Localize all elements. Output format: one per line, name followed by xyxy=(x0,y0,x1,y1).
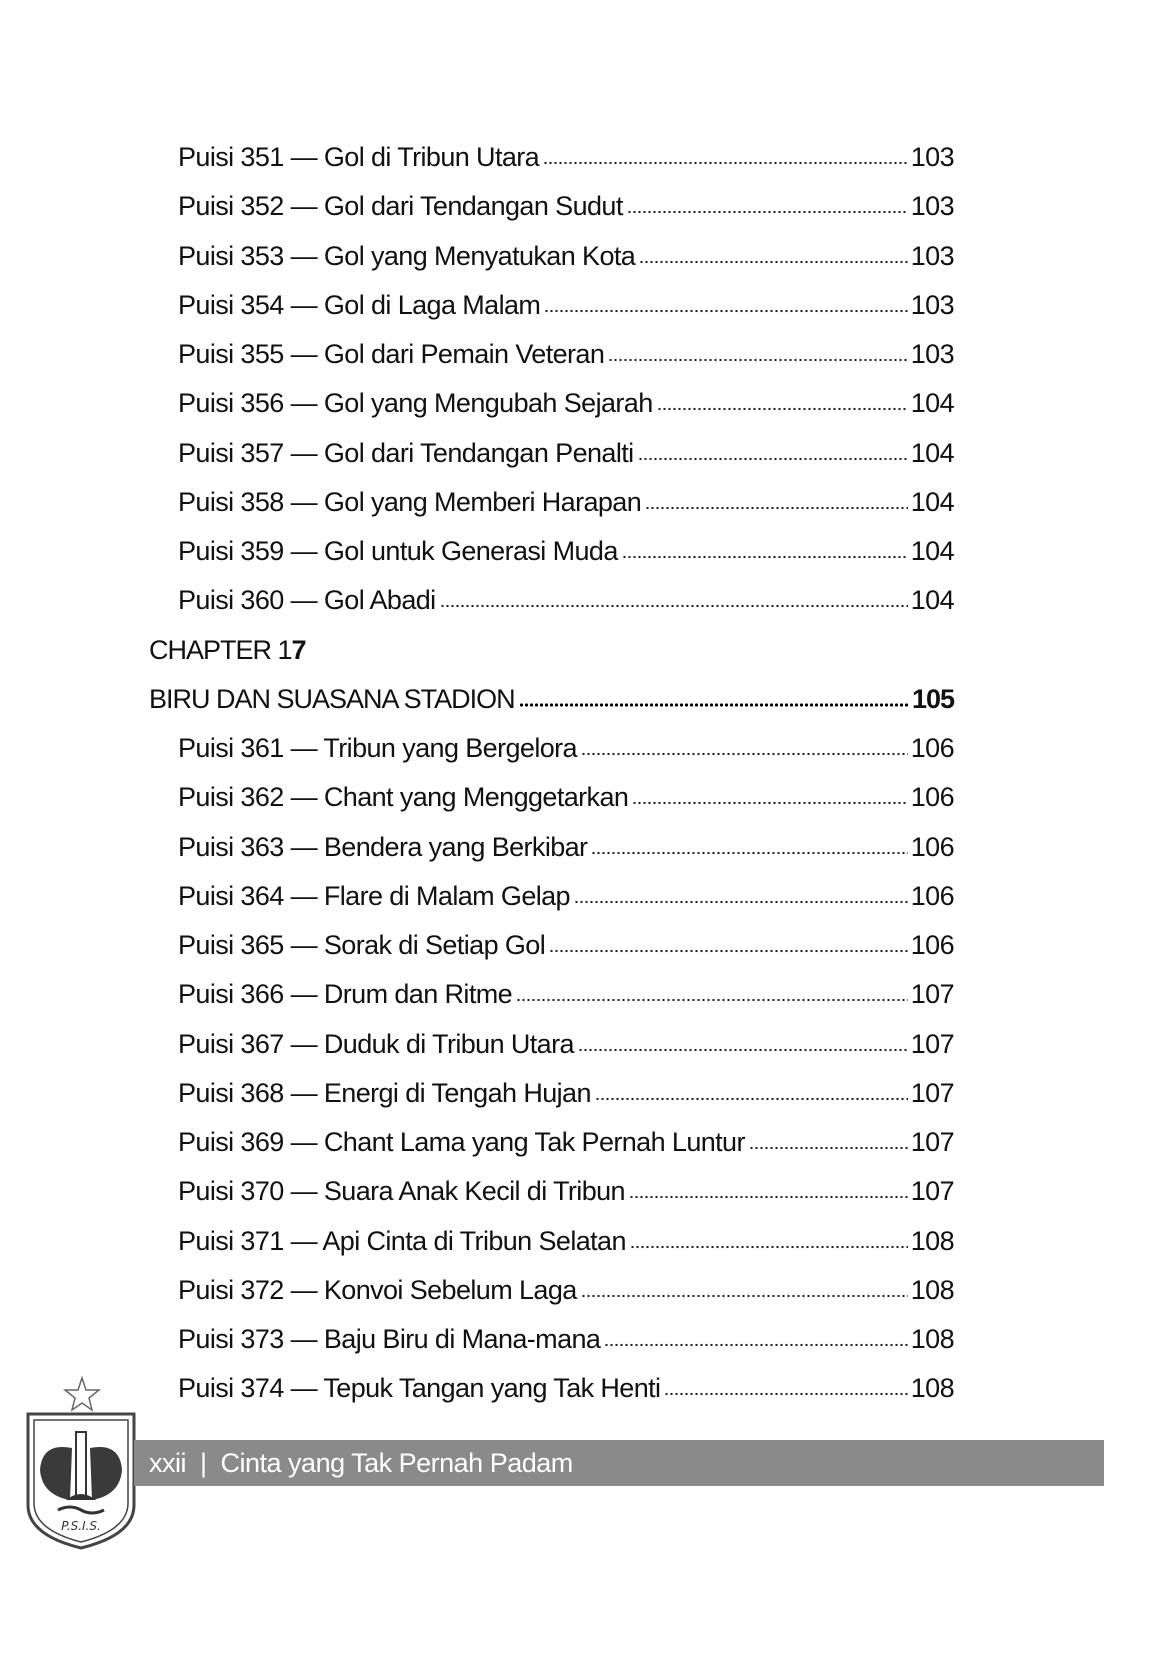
entry-page: 106 xyxy=(910,733,954,763)
entry-title: Puisi 352 — Gol dari Tendangan Sudut xyxy=(178,191,623,222)
toc-entry[interactable] xyxy=(149,1029,954,1078)
dot-leader xyxy=(591,851,907,855)
dot-leader xyxy=(574,900,908,904)
dot-leader xyxy=(543,161,908,165)
entry-page: 108 xyxy=(910,1274,954,1305)
dot-leader xyxy=(749,1146,908,1150)
toc-entry[interactable] xyxy=(149,536,954,585)
star-icon xyxy=(65,1378,99,1410)
dot-leader xyxy=(595,1097,908,1101)
toc-entry[interactable] xyxy=(149,832,954,881)
dot-leader xyxy=(604,1343,907,1347)
entry-page: 108 xyxy=(910,1373,954,1404)
entry-page: 107 xyxy=(910,1176,954,1207)
entry-page: 103 xyxy=(910,142,954,172)
entry-title: Puisi 357 — Gol dari Tendangan Penalti xyxy=(178,437,634,468)
book-title: Cinta yang Tak Pernah Padam xyxy=(220,1447,573,1478)
entry-page: 104 xyxy=(910,585,954,616)
toc-entry[interactable] xyxy=(149,1226,954,1275)
dot-leader xyxy=(608,358,908,362)
toc-entry[interactable] xyxy=(149,1078,954,1127)
entry-title: Puisi 361 — Tribun yang Bergelora xyxy=(178,733,577,763)
dot-leader xyxy=(622,555,908,559)
entry-title: Puisi 356 — Gol yang Mengubah Sejarah xyxy=(178,388,653,419)
entry-page: 103 xyxy=(910,289,954,320)
entry-page: 106 xyxy=(910,880,954,911)
entry-title: Puisi 365 — Sorak di Setiap Gol xyxy=(178,930,546,960)
dot-leader xyxy=(639,260,908,264)
entry-title: Puisi 362 — Chant yang Menggetarkan xyxy=(178,782,629,813)
entry-page: 103 xyxy=(910,191,954,222)
chapter-label-text: CHAPTER 1 xyxy=(149,634,292,665)
entry-page: 104 xyxy=(910,388,954,419)
dot-leader xyxy=(519,703,909,707)
dot-leader xyxy=(645,506,908,510)
toc-entry[interactable] xyxy=(149,585,954,634)
dot-leader xyxy=(630,1245,908,1249)
toc-entry[interactable] xyxy=(149,191,954,240)
chapter-title: BIRU DAN SUASANA STADION xyxy=(149,683,515,714)
entry-title: Puisi 358 — Gol yang Memberi Harapan xyxy=(178,486,642,517)
entry-title: Puisi 355 — Gol dari Pemain Veteran xyxy=(178,339,605,369)
toc-entry[interactable] xyxy=(149,388,954,437)
dot-leader xyxy=(627,210,908,214)
entry-page: 108 xyxy=(910,1225,954,1256)
entry-title: Puisi 367 — Duduk di Tribun Utara xyxy=(178,1028,574,1059)
entry-title: Puisi 374 — Tepuk Tangan yang Tak Henti xyxy=(178,1373,661,1404)
entry-page: 106 xyxy=(910,831,954,862)
dot-leader xyxy=(516,998,908,1002)
entry-page: 108 xyxy=(910,1324,954,1354)
dot-leader xyxy=(581,752,908,756)
entry-title: Puisi 364 — Flare di Malam Gelap xyxy=(178,880,570,911)
toc-entry[interactable] xyxy=(149,733,954,782)
dot-leader xyxy=(440,604,908,608)
table-of-contents xyxy=(149,142,954,1423)
entry-title: Puisi 369 — Chant Lama yang Tak Pernah Luntur xyxy=(178,1127,745,1157)
toc-entry[interactable] xyxy=(149,979,954,1028)
svg-text:P.S.I.S.: P.S.I.S. xyxy=(61,1519,101,1533)
dot-leader xyxy=(657,407,908,411)
entry-title: Puisi 373 — Baju Biru di Mana-mana xyxy=(178,1324,601,1354)
entry-title: Puisi 351 — Gol di Tribun Utara xyxy=(178,142,540,172)
entry-page: 103 xyxy=(910,240,954,271)
entry-title: Puisi 354 — Gol di Laga Malam xyxy=(178,289,541,320)
entry-page: 107 xyxy=(910,1127,954,1157)
entry-page: 106 xyxy=(910,782,954,813)
entry-page: 107 xyxy=(910,1028,954,1059)
dot-leader xyxy=(632,801,907,805)
dot-leader xyxy=(629,1195,908,1199)
page-number: xxii xyxy=(149,1447,186,1478)
toc-entry[interactable] xyxy=(149,881,954,930)
entry-page: 104 xyxy=(910,536,954,566)
toc-entry[interactable] xyxy=(149,1275,954,1324)
entry-page: 104 xyxy=(910,437,954,468)
chapter-page: 105 xyxy=(911,683,954,714)
entry-title: Puisi 363 — Bendera yang Berkibar xyxy=(178,831,588,862)
entry-title: Puisi 353 — Gol yang Menyatukan Kota xyxy=(178,240,636,271)
dot-leader xyxy=(638,457,908,461)
toc-entry[interactable] xyxy=(149,1127,954,1176)
toc-entry[interactable] xyxy=(149,487,954,536)
toc-entry[interactable] xyxy=(149,1176,954,1225)
chapter-label xyxy=(149,635,954,684)
toc-entry[interactable] xyxy=(149,339,954,388)
dot-leader xyxy=(549,949,908,953)
entry-page: 104 xyxy=(910,486,954,517)
dot-leader xyxy=(581,1294,908,1298)
chapter-number: 7 xyxy=(291,634,306,665)
psis-logo xyxy=(20,1370,145,1550)
entry-title: Puisi 372 — Konvoi Sebelum Laga xyxy=(178,1274,577,1305)
entry-page: 103 xyxy=(910,339,954,369)
dot-leader xyxy=(664,1392,907,1396)
entry-title: Puisi 370 — Suara Anak Kecil di Tribun xyxy=(178,1176,625,1207)
toc-entry[interactable] xyxy=(149,930,954,979)
toc-entry[interactable] xyxy=(149,1324,954,1373)
entry-title: Puisi 368 — Energi di Tengah Hujan xyxy=(178,1077,591,1108)
entry-page: 107 xyxy=(910,1077,954,1108)
entry-page: 107 xyxy=(910,979,954,1010)
entry-title: Puisi 366 — Drum dan Ritme xyxy=(178,979,513,1010)
footer-separator: | xyxy=(200,1447,207,1478)
dot-leader xyxy=(544,309,907,313)
toc-entry[interactable] xyxy=(149,782,954,831)
toc-entry[interactable] xyxy=(149,1373,954,1422)
page-footer xyxy=(134,1440,1104,1486)
toc-entry[interactable] xyxy=(149,438,954,487)
toc-entry[interactable] xyxy=(149,290,954,339)
toc-entry[interactable] xyxy=(149,142,954,191)
entry-title: Puisi 360 — Gol Abadi xyxy=(178,585,436,616)
dot-leader xyxy=(578,1048,908,1052)
entry-title: Puisi 371 — Api Cinta di Tribun Selatan xyxy=(178,1225,626,1256)
toc-entry[interactable] xyxy=(149,241,954,290)
entry-page: 106 xyxy=(910,930,954,960)
toc-chapter-entry[interactable] xyxy=(149,684,954,733)
entry-title: Puisi 359 — Gol untuk Generasi Muda xyxy=(178,536,618,566)
